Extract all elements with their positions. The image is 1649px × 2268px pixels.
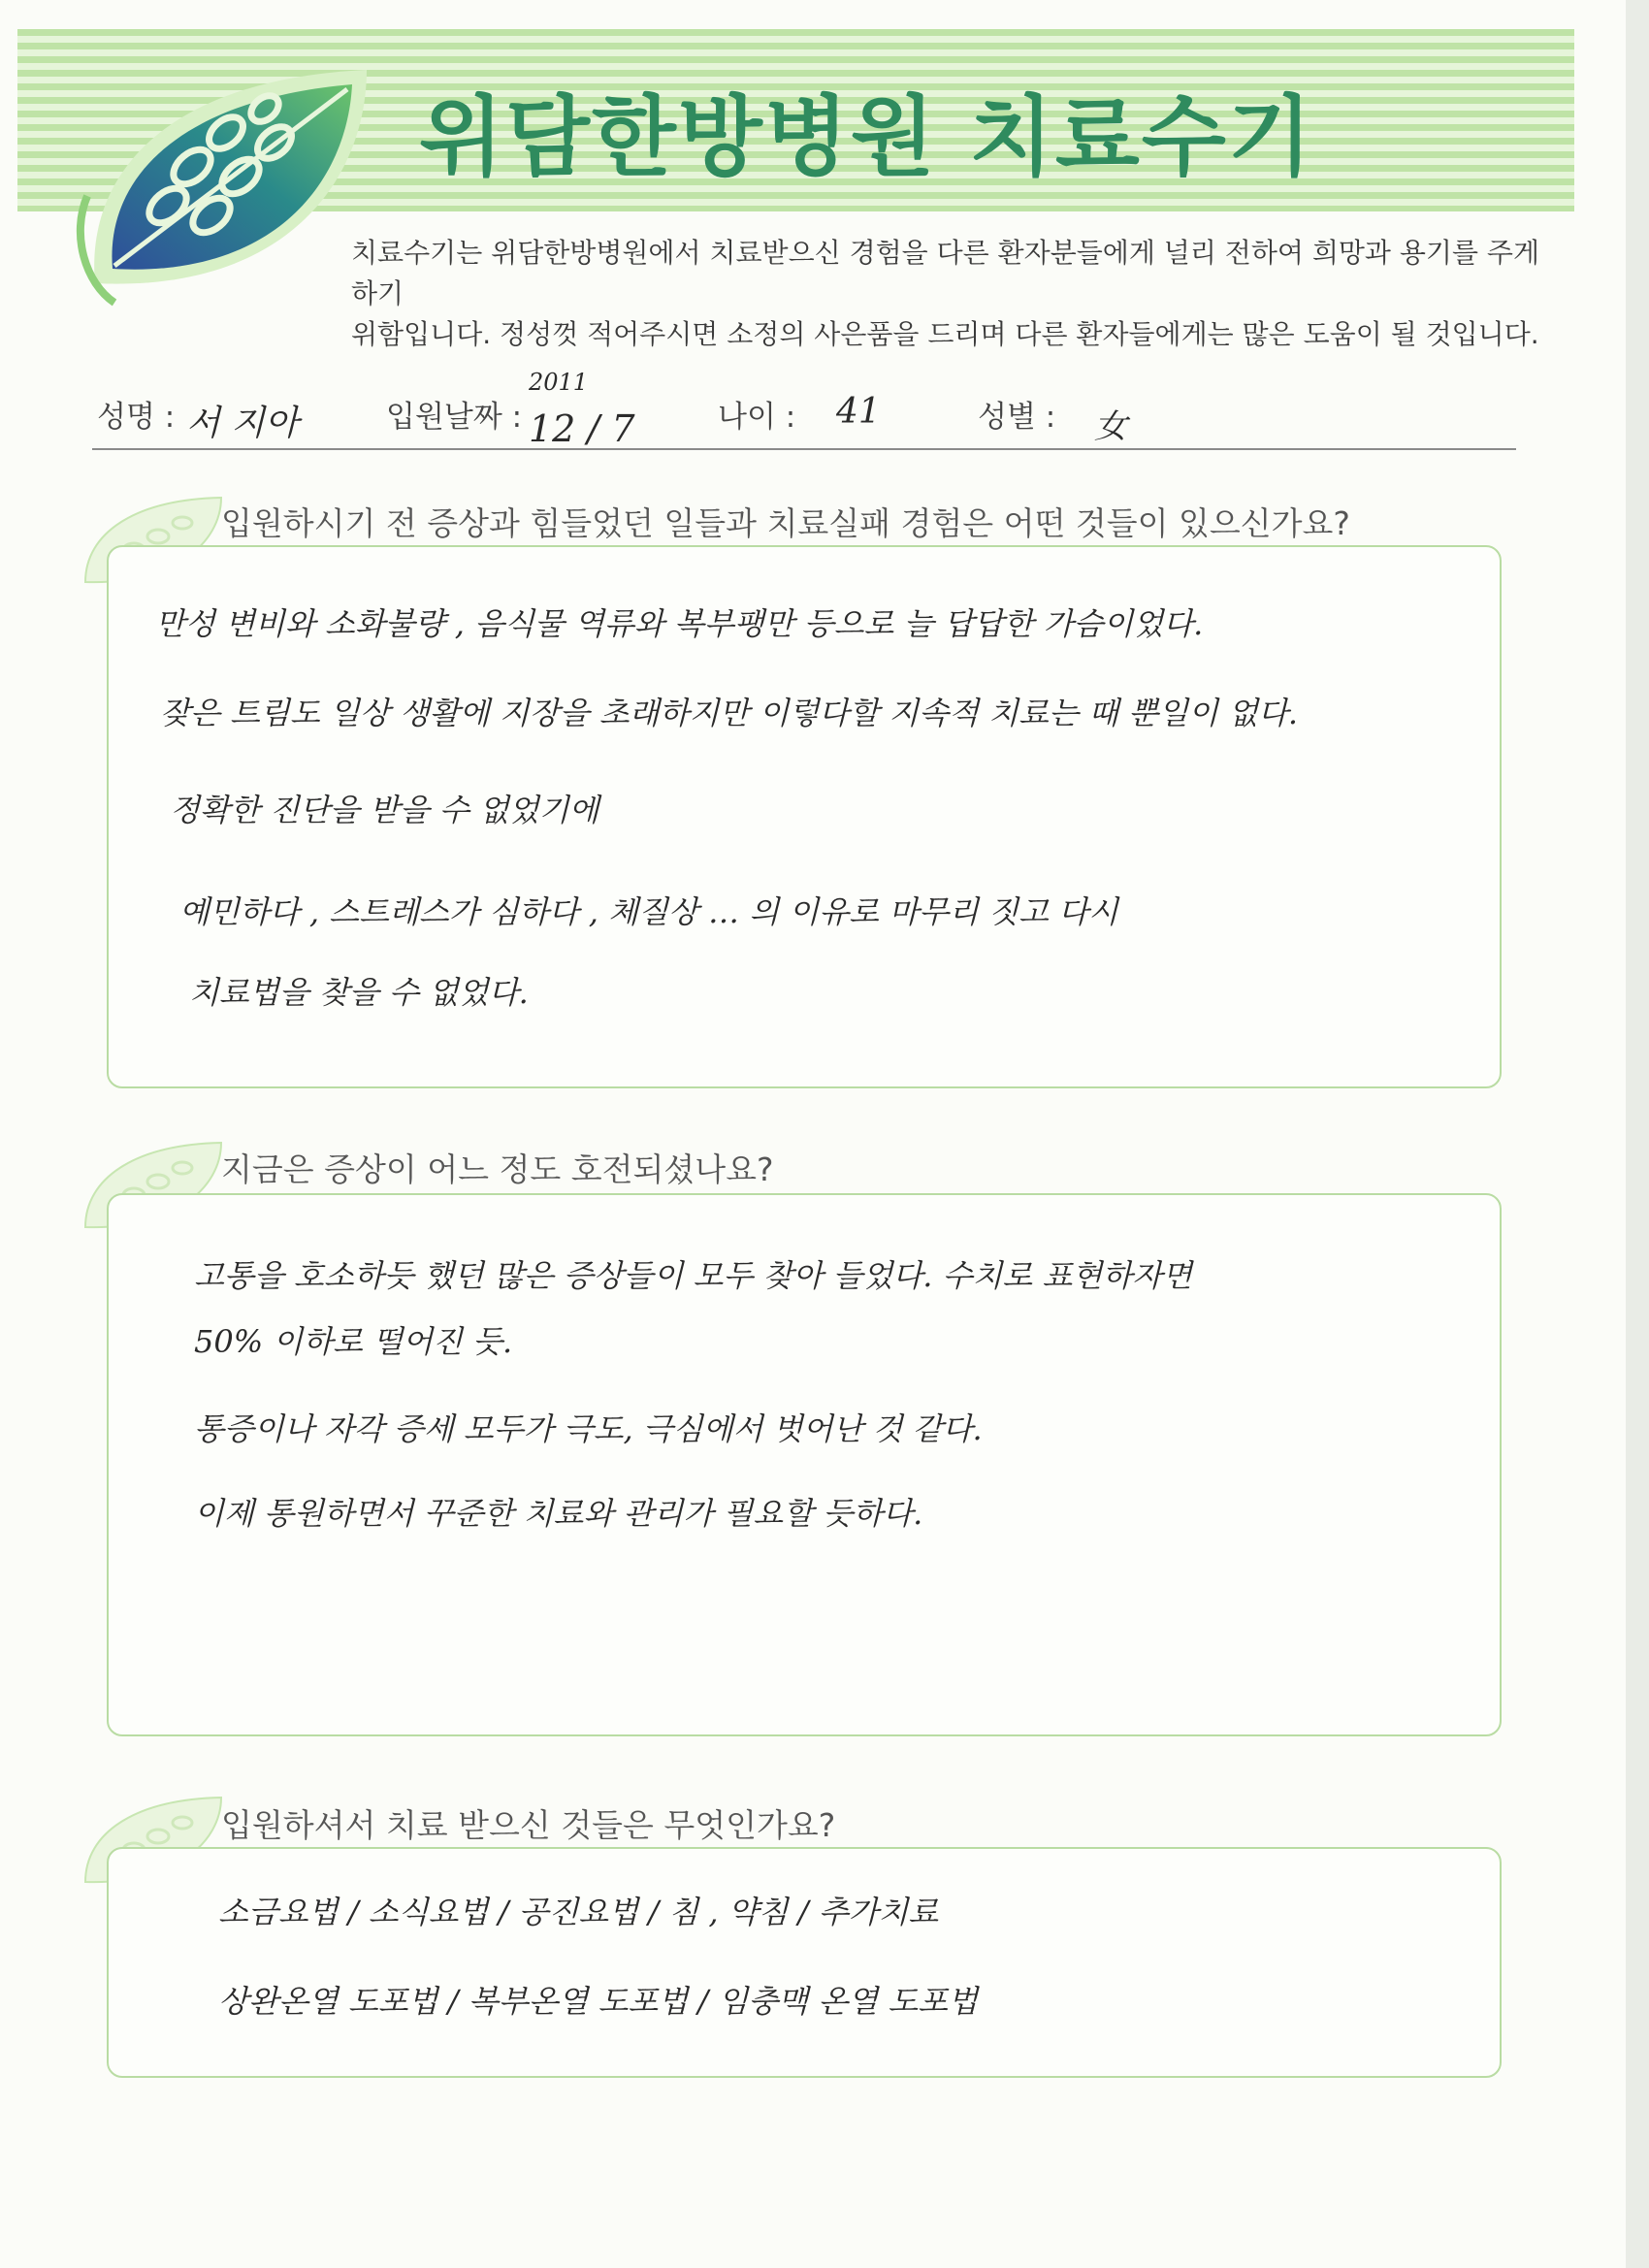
scan-edge [1626,0,1649,2268]
gender-value: 女 [1094,407,1127,446]
admission-date-label: 입원날짜 : [386,400,523,435]
name-label: 성명 : [97,400,176,435]
intro-line-2: 위함입니다. 정성껏 적어주시면 소정의 사은품을 드리며 다른 환자들에게는 많은 도움이 될 것입니다. [351,318,1539,350]
answer-box-3 [107,1847,1502,2078]
page-title: 위담한방병원 치료수기 [419,86,1314,188]
question-1: 입원하시기 전 증상과 힘들었던 일들과 치료실패 경험은 어떤 것들이 있으신가요? [221,504,1350,542]
answer-2-line-2: 50% 이하로 떨어진 듯. [194,1323,513,1360]
answer-2-line-1: 고통을 호소하듯 했던 많은 증상들이 모두 찾아 들었다. 수치로 표현하자면 [194,1257,1193,1294]
question-3: 입원하셔서 치료 받으신 것들은 무엇인가요? [221,1806,836,1844]
question-2: 지금은 증상이 어느 정도 호전되셨나요? [221,1150,774,1188]
intro-text [351,233,1544,355]
answer-2-line-3: 통증이나 자각 증세 모두가 극도, 극심에서 벗어난 것 같다. [194,1410,983,1447]
name-value: 서 지아 [186,404,299,443]
answer-3-line-1: 소금요법 / 소식요법 / 공진요법 / 침 , 약침 / 추가치료 [218,1894,939,1930]
info-divider [92,448,1516,450]
intro-line-1: 치료수기는 위담한방병원에서 치료받으신 경험을 다른 환자분들에게 널리 전하여 희망과 용기를 주게 하기 [351,237,1540,309]
age-label: 나이 : [718,400,796,435]
gender-label: 성별 : [978,400,1056,435]
answer-1-line-1: 만성 변비와 소화불량 , 음식물 역류와 복부팽만 등으로 늘 답답한 가슴이었다. [155,605,1204,642]
answer-1-line-2: 잦은 트림도 일상 생활에 지장을 초래하지만 이렇다할 지속적 치료는 때 뿐일이 없다. [160,695,1299,731]
answer-1-line-3: 정확한 진단을 받을 수 없었기에 [170,792,599,828]
answer-1-line-4: 예민하다 , 스트레스가 심하다 , 체질상 … 의 이유로 마무리 짓고 다시 [179,893,1118,930]
age-value: 41 [836,392,881,432]
answer-1-line-5: 치료법을 찾을 수 없었다. [189,974,529,1011]
admission-year-value: 2011 [529,369,589,396]
answer-2-line-4: 이제 통원하면서 꾸준한 치료와 관리가 필요할 듯하다. [194,1495,923,1532]
answer-3-line-2: 상완온열 도포법 / 복부온열 도포법 / 임충맥 온열 도포법 [218,1983,979,2020]
admission-date-value: 12 / 7 [529,407,635,450]
